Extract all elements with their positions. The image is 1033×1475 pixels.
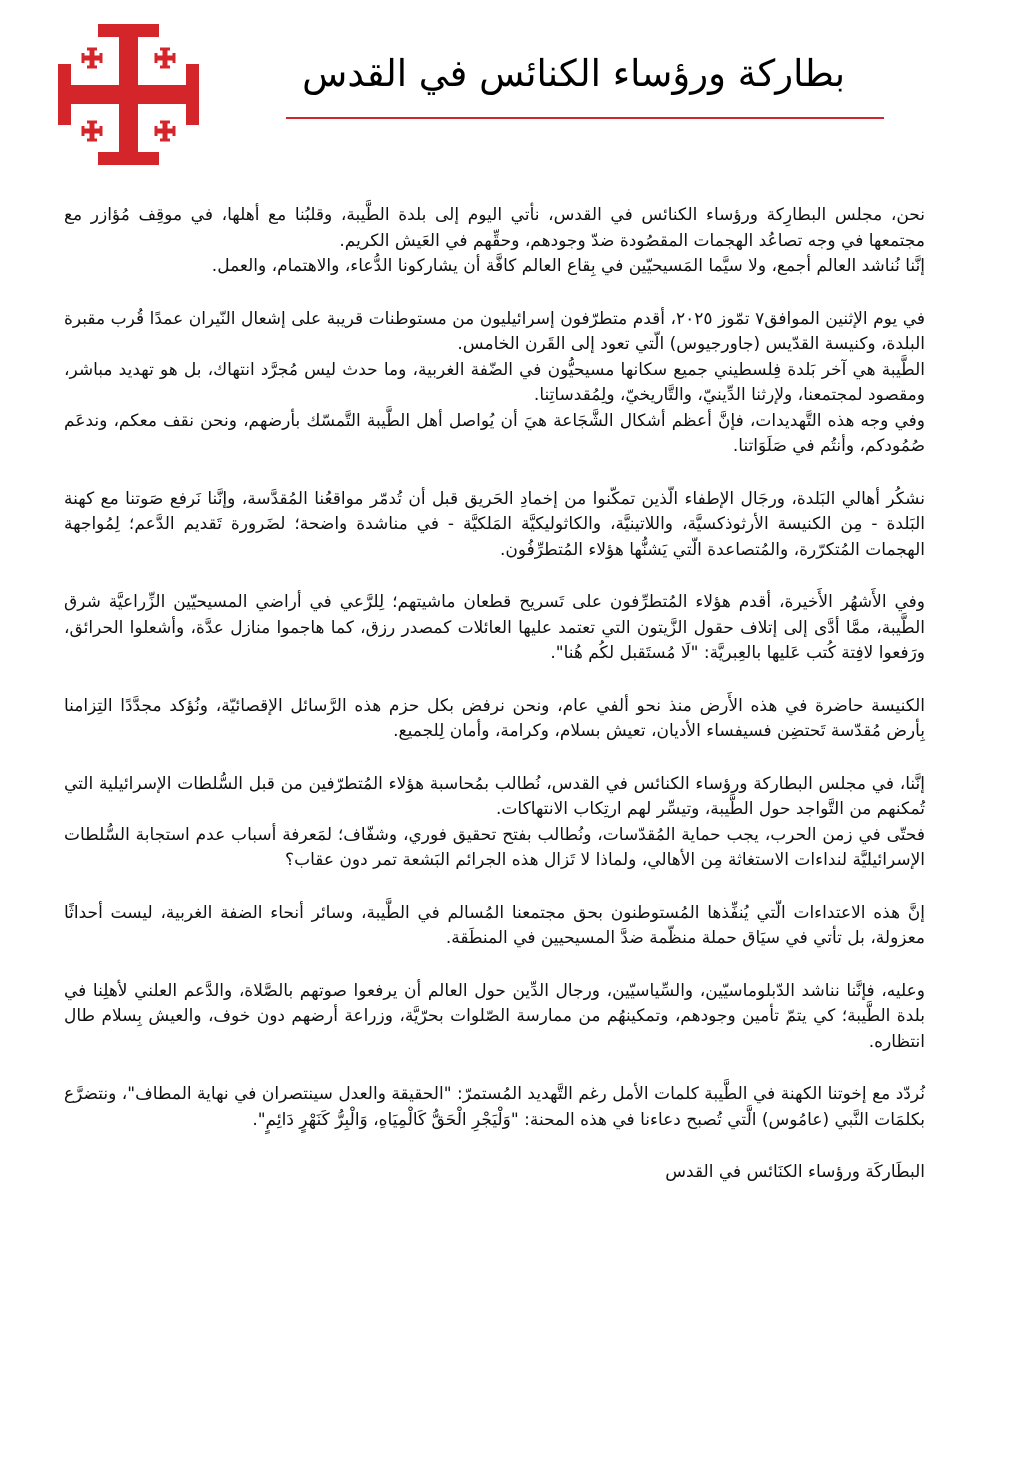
paragraph: نُردّد مع إخوتنا الكهنة في الطَّيبة كلمات الأمل رغم التَّهديد المُستمرّ: "الحقيقة والعدل سينتصران في نهاية المطاف"، ونتضرَّع بكلمَات النَّبي (عامُوس) الَّتي تُصبح دعاءنا في هذه المحنة: "وَلْيَجْرِ الْحَقُّ كَالْمِيَاهِ، وَالْبِرُّ كَنَهْرٍ دَائِمٍ". [64, 1084, 925, 1130]
statement-body [64, 203, 925, 1213]
signature: البطَاركَة ورؤساء الكنَائس في القدس [665, 1162, 925, 1182]
paragraph: وفي وجه هذه التَّهديدات، فإنَّ أعظم أشكال الشَّجَاعة هيَ أن يُواصل أهل الطَّيبة التَّمسّك بأرضهم، ونحن نقف معكم، وندعَم صُمُودكم، وأنتُم في صَلَوَاتنا. [64, 410, 925, 456]
paragraph: وفي الأَشهُر الأَخيرة، أقدم هؤلاء المُتطرِّفون على تَسريح قطعان ماشيتهم؛ لِلرَّعي في أراضي المسيحيّين الزِّراعيَّة شرق الطَّيبة، ممَّا أدَّى إلى إتلاف حقول الزَّيتون التي تعتمد عليها العائلات كمصدر رزق، كما هاجموا منازل عدَّة، وأشعلوا الحرائق، ورَفعوا لافِتة كُتب عَليها بالعِبريَّة: "لَا مُستَقبل لكُم هُنا". [64, 592, 925, 663]
jerusalem-cross-icon [56, 22, 201, 167]
paragraph: فحتّى في زمن الحرب، يجب حماية المُقدّسات، ونُطالب بفتح تحقيق فوري، وشفّاف؛ لمَعرفة أسباب عدم استجابة السُّلطات الإسرائيليَّة لنداءات الاستغاثة مِن الأهالي، ولماذا لا تَزال هذه الجرائم البَشعة تمر دون عقاب؟ [64, 824, 925, 870]
paragraph: إنَّنا نُناشد العالم أجمع، ولا سيَّما المَسيحيّين في بِقاع العالم كافَّة أن يشاركونا الدُّعاء، والاهتمام، والعمل. [211, 256, 925, 276]
paragraph: إنَّ هذه الاعتداءات الّتي يُنفِّذها المُستوطنون بحق مجتمعنا المُسالم في الطَّيبة، وسائر أنحاء الضفة الغربية، ليست أحداثًا معزولة، بل تأتي في سيَاق حملة منظّمة ضدَّ المسيحيين في المنطَقة. [64, 902, 925, 948]
paragraph: نحن، مجلس البطارِكة ورؤساء الكنائس في القدس، نأتي اليوم إلى بلدة الطَّيبة، وقلبُنا مع أهلها، في موقِف مُؤازر مع مجتمعها في وجه تصاعُد الهجمات المقصُودة ضدّ وجودهم، وحقِّهم في العَيش الكريم. [64, 205, 925, 251]
paragraph: الكنيسة حاضرة في هذه الأَرض منذ نحو ألفي عام، ونحن نرفض بكل حزم هذه الرَّسائل الإقصائيّة، ونُؤكد مجدَّدًا التِزامنا بِأرض مُقدّسة تَحتضِن فسيفساء الأديان، تعيش بسلام، وكرامة، وأمان لِلجميع. [64, 695, 925, 741]
paragraph: إنَّنا، في مجلس البطاركة ورؤساء الكنائس في القدس، نُطالب بمُحاسبة هؤلاء المُتطرّفين من قبل السُّلطات الإسرائيلية التي تُمكنهم من التَّواجد حول الطَّيبة، وتيسِّر لهم ارتِكاب الانتهاكات. [64, 773, 925, 819]
title-divider [286, 117, 884, 119]
paragraph: في يوم الإثنين الموافق٧ تمّوز ٢٠٢٥، أقدم متطرّفون إسرائيليون من مستوطنات قريبة على إشعال النّيران عمدًا قُرب مقبرة البلدة، وكنيسة القدّيس (جاورجيوس) الّتي تعود إلى القَرن الخامس. [64, 308, 926, 354]
page-title: بطاركة ورؤساء الكنائس في القدس [302, 52, 845, 95]
paragraph: نشكُر أهالي البَلدة، ورجَال الإطفاء الّذين تمكّنوا من إخمادِ الحَريق قبل أن تُدمّر مواقعُنا المُقدَّسة، وإنَّنا نَرفع صَوتنا مع كهنة البَلدة - مِن الكنيسة الأرثوذكسيَّة، واللاتينيَّة، والكاثوليكيَّة المَلكيَّة - في مناشدة واضحة؛ لضَرورة تَقديم الدَّعم؛ لِمُواجهة الهجمات المُتكرّرة، والمُتصاعدة الّتي يَشنُّها هؤلاء المُتطرِّفُون. [64, 488, 925, 560]
paragraph: وعليه، فإنَّنا نناشد الدّبلوماسيّين، والسِّياسيّين، ورجال الدِّين حول العالم أن يرفعوا صوتهم بالصَّلاة، والدَّعم العلني لأهلِنا في بلدة الطَّيبة؛ كي يتمّ تأمين وجودهم، وتمكينهُم من ممارسة الصّلوات بحرّيَّة، وزراعة أرضهم دون خوف، والعيش بِسلام طال انتظاره. [64, 980, 925, 1052]
letterhead [0, 0, 1033, 175]
paragraph: الطَّيبة هي آخر بَلدة فِلسطيني جميع سكانها مسيحيُّون في الضّفة الغربية، وما حدث ليس مُجرَّد انتهاك، بل هو تهديد مباشر، ومقصود لمجتمعنا، ولإرثنا الدِّينيّ، والتَّاريخيّ، ولِمُقدساتِنا. [64, 359, 925, 405]
